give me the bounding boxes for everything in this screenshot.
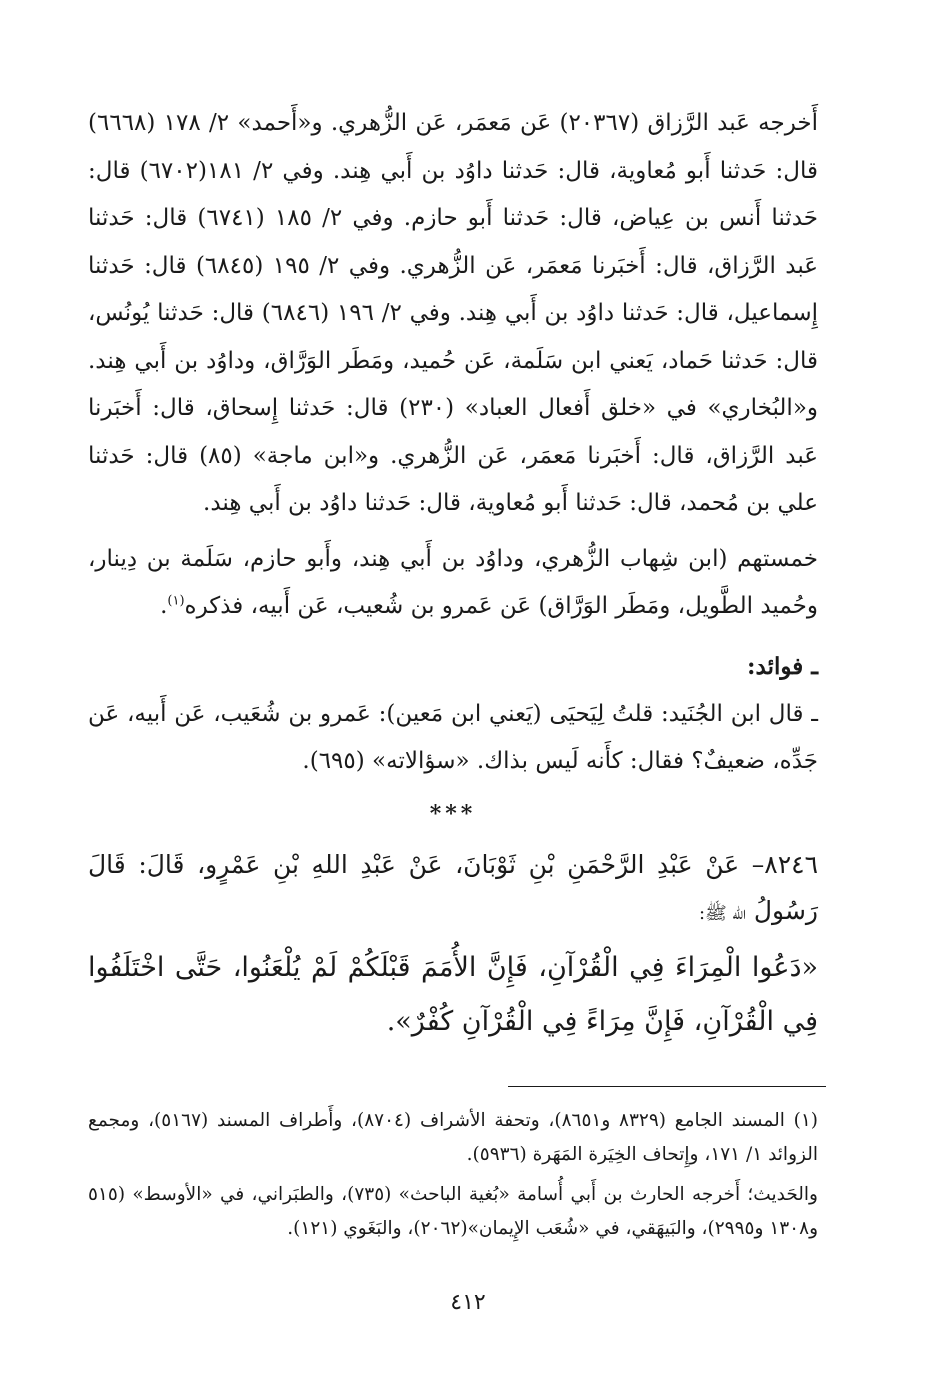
summary-text: خمستهم (ابن شِهاب الزُّهري، وداوُد بن أَبي هِند، وأَبو حازم، سَلَمة بن دِينار، وحُميد الطَّويل، ومَطَر الوَرَّاق) عَن عَمرو بن شُعيب، عَن أَبيه، فذكره (88, 545, 818, 619)
hadith-chain-text: ٨٢٤٦– عَنْ عَبْدِ الرَّحْمَنِ بْنِ ثَوْبَانَ، عَنْ عَبْدِ اللهِ بْنِ عَمْرٍو، قَالَ: قَالَ رَسُولُ (88, 849, 818, 925)
summary-end: . (160, 593, 168, 619)
footnote-2: والحَديث؛ أَخرجه الحارث بن أَبي أُسامة «بُغية الباحث» (٧٣٥)، والطبَراني، في «الأوسط» (٥١٥ و١٣٠٨ و٢٩٩٥)، والبَيهَقي، في «شُعَب الإِيمان»(٢٠٦٢)، والبَغَوي (١٢١). (88, 1184, 818, 1239)
footnotes (88, 1104, 818, 1246)
hadith-text: «دَعُوا الْمِرَاءَ فِي الْقُرْآنِ، فَإِنَّ الأُمَمَ قَبْلَكُمْ لَمْ يُلْعَنُوا، حَتَّى اخْتَلَفُوا فِي الْقُرْآنِ، فَإِنَّ مِرَاءً فِي الْقُرْآنِ كُفْرٌ». (88, 951, 818, 1037)
takhrij-paragraph: أَخرجه عَبد الرَّزاق (٢٠٣٦٧) عَن مَعمَر، عَن الزُّهري. و«أَحمد» ٢/ ١٧٨ (٦٦٦٨) قال: حَدثنا أَبو مُعاوية، قال: حَدثنا داوُد بن أَبي هِند. وفي ٢/ ١٨١(٦٧٠٢) قال: حَدثنا أَنس بن عِياض، قال: حَدثنا أَبو حازم. وفي ٢/ ١٨٥ (٦٧٤١) قال: حَدثنا عَبد الرَّزاق، قال: أَخبَرنا مَعمَر، عَن الزُّهري. وفي ٢/ ١٩٥ (٦٨٤٥) قال: حَدثنا إِسماعيل، قال: حَدثنا داوُد بن أَبي هِند. وفي ٢/ ١٩٦ (٦٨٤٦) قال: حَدثنا يُونُس، قال: حَدثنا حَماد، يَعني ابن سَلَمة، عَن حُميد، ومَطَر الوَرَّاق، وداوُد بن أَبي هِند. و«البُخاري» في «خلق أَفعال العباد» (٢٣٠) قال: حَدثنا إِسحاق، قال: أَخبَرنا عَبد الرَّزاق، قال: أَخبَرنا مَعمَر، عَن الزُّهري. و«ابن ماجة» (٨٥) قال: حَدثنا علي بن مُحمد، قال: حَدثنا أَبو مُعاوية، قال: حَدثنا داوُد بن أَبي هِند. (88, 110, 819, 516)
hadith-chain (88, 842, 818, 937)
footnote-divider (508, 1086, 826, 1087)
footnote-1: (١) المسند الجامع (٨٣٢٩ و٨٦٥١)، وتحفة الأشراف (٨٧٠٤)، وأَطراف المسند (٥١٦٧)، ومجمع الزوائد ١/ ١٧١، وإِتحاف الخِيَرة المَهَرة (٥٩٣٦). (88, 1110, 818, 1165)
page-number: ٤١٢ (450, 1290, 486, 1315)
benefits-heading: ـ فوائد: (747, 652, 818, 680)
hadith-chain-tail: الله ﷺ: (698, 902, 746, 924)
summary-paragraph (88, 536, 818, 631)
section-separator: *** (429, 800, 477, 827)
footnote-ref: (١) (167, 593, 185, 609)
benefits-paragraph: ـ قال ابن الجُنَيد: قلتُ لِيَحيَى (يَعني ابن مَعين): عَمرو بن شُعَيب، عَن أَبيه، عَن جَدِّه، ضعيفٌ؟ فقال: كأَنه لَيس بذاك. «سؤالاته» (٦٩٥). (88, 700, 818, 774)
